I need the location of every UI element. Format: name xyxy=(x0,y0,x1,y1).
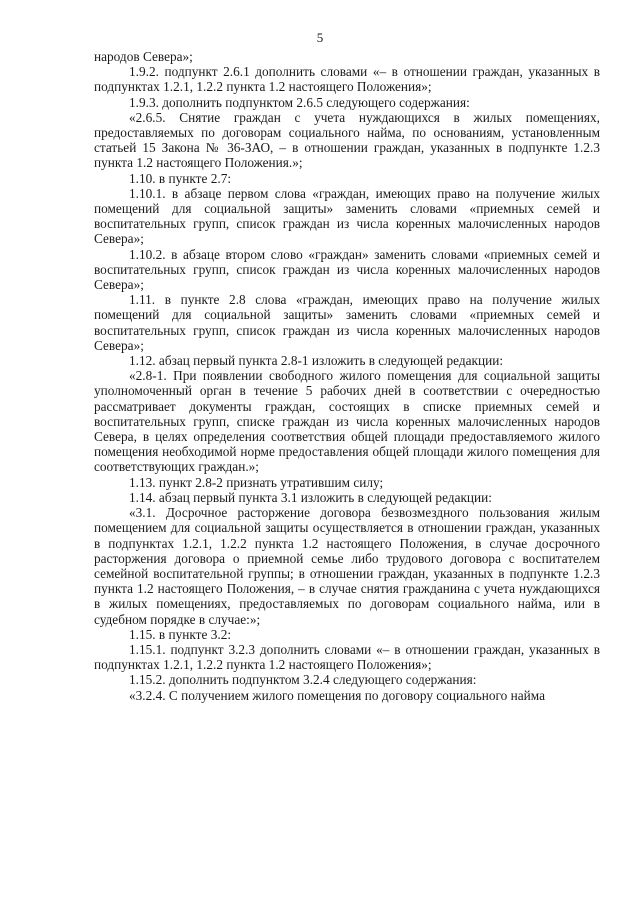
paragraph: 1.15.2. дополнить подпунктом 3.2.4 следующего содержания: xyxy=(129,672,477,688)
paragraph: 1.10.1. в абзаце первом слова «граждан, имеющих право на получение жилых помещений для социальной защиты» заменить словами «приемных семей и воспитательных групп, список граждан из числа коренных малочисленных народов Севера»; xyxy=(94,185,600,247)
paragraph: 1.15.1. подпункт 3.2.3 дополнить словами «– в отношении граждан, указанных в подпунктах 1.2.1, 1.2.2 пункта 1.2 настоящего Положения»; xyxy=(94,641,600,673)
paragraph: 1.10.2. в абзаце втором слово «граждан» заменить словами «приемных семей и воспитательных групп, список граждан из числа коренных малочисленных народов Севера»; xyxy=(94,246,600,293)
paragraph: 1.9.3. дополнить подпунктом 2.6.5 следующего содержания: xyxy=(129,94,470,110)
paragraph: «2.6.5. Снятие граждан с учета нуждающихся в жилых помещениях, предоставляемых по договорам социального найма, по основаниям, установленным статьей 15 Закона № 36-ЗАО, – в отношении граждан, указанных в подпункте 1.2.3 пункта 1.2 настоящего Положения.»; xyxy=(94,109,600,171)
paragraph: 1.10. в пункте 2.7: xyxy=(129,170,232,186)
paragraph: 1.9.2. подпункт 2.6.1 дополнить словами «– в отношении граждан, указанных в подпунктах 1.2.1, 1.2.2 пункта 1.2 настоящего Положения»; xyxy=(94,64,600,95)
paragraph: 1.11. в пункте 2.8 слова «граждан, имеющих право на получение жилых помещений для социальной защиты» заменить словами «приемных семей и воспитательных групп, список граждан из числа коренных малочисленных народов Севера»; xyxy=(94,292,600,353)
paragraph: 1.14. абзац первый пункта 3.1 изложить в следующей редакции: xyxy=(129,489,492,505)
paragraph: «3.2.4. С получением жилого помещения по договору социального найма xyxy=(129,687,546,703)
paragraph: 1.12. абзац первый пункта 2.8-1 изложить в следующей редакции: xyxy=(129,353,504,369)
paragraph: «2.8-1. При появлении свободного жилого помещения для социальной защиты уполномоченный орган в течение 5 рабочих дней в соответствии с очередностью рассматривает документы граждан, состоящих в списке приемных семей и воспитательных групп, списке граждан из числа коренных малочисленных народов Севера, в целях определения соответствия общей площади предоставляемого жилого помещения необходимой норме предоставления общей площади жилого помещения для соответствующих граждан.»; xyxy=(94,368,600,475)
paragraph: 1.15. в пункте 3.2: xyxy=(129,626,232,642)
paragraph: 1.13. пункт 2.8-2 признать утратившим силу; xyxy=(129,474,384,490)
page-number: 5 xyxy=(316,30,324,45)
paragraph: «3.1. Досрочное расторжение договора безвозмездного пользования жилым помещением для социальной защиты осуществляется в отношении граждан, указанных в подпунктах 1.2.1, 1.2.2 пункта 1.2 настоящего Положения, в случае досрочного расторжения договора о приемной семье либо трудового договора с воспитателем семейной воспитательной группы; в отношении граждан, указанных в подпункте 1.2.3 пункта 1.2 настоящего Положения, – в случае снятия гражданина с учета нуждающихся в жилых помещениях, предоставляемых по договорам социального найма, или в судебном порядке в случае:»; xyxy=(94,505,600,627)
document-body xyxy=(94,49,600,703)
paragraph: народов Севера»; xyxy=(94,49,193,64)
